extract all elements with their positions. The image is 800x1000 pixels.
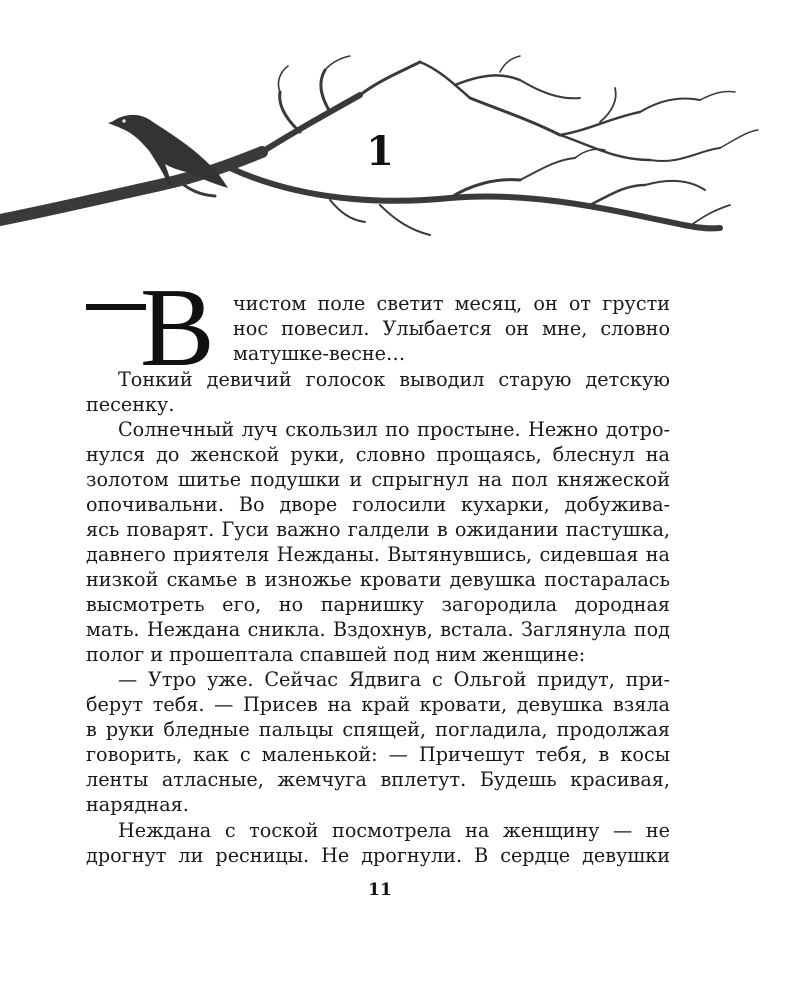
text-line: ясь поварят. Гуси важно галдели в ожидании пастушка, (86, 518, 670, 541)
text-line: высмотреть его, но парнишку загородила дородная (86, 593, 670, 616)
text-line: золотом шитье подушки и спрыгнул на пол княжеской (86, 468, 670, 491)
dropcap-letter: В (140, 266, 215, 390)
text-line: Неждана с тоской посмотрела на женщину — не (118, 819, 670, 842)
text-line: говорить, как с маленькой: — Причешут тебя, в косы (86, 743, 670, 766)
text-line: нос повесил. Улыбается он мне, словно (233, 317, 670, 340)
text-line: Солнечный луч скользил по простыне. Нежно дотро- (118, 418, 670, 441)
dropcap-dash (86, 302, 146, 312)
text-line: полог и прошептала спавшей под ним женщине: (86, 643, 586, 666)
text-line: чистом поле светит месяц, он от грусти (233, 292, 670, 315)
text-line: ленты атласные, жемчуга вплетут. Будешь красивая, (86, 768, 670, 791)
text-line: песенку. (86, 393, 175, 416)
text-line: дрогнут ли ресницы. Не дрогнули. В сердце девушки (86, 844, 670, 867)
text-line: низкой скамье в изножье кровати девушка постаралась (86, 568, 670, 591)
text-line: берут тебя. — Присев на край кровати, девушка взяла (86, 693, 670, 716)
text-line: в руки бледные пальцы спящей, погладила, продолжая (86, 718, 670, 741)
text-line: нарядная. (86, 793, 189, 816)
text-line: нулся до женской руки, словно прощаясь, блеснул на (86, 443, 670, 466)
page-number: 11 (368, 880, 392, 900)
text-line: — Утро уже. Сейчас Ядвига с Ольгой придут, при- (118, 668, 670, 691)
text-line: давнего приятеля Нежданы. Вытянувшись, сидевшая на (86, 543, 670, 566)
text-line: опочивальни. Во дворе голосили кухарки, добужива- (86, 493, 670, 516)
text-line: матушке-весне… (233, 342, 406, 365)
text-line: мать. Неждана сникла. Вздохнув, встала. Заглянула под (86, 618, 670, 641)
chapter-number: 1 (366, 128, 394, 175)
text-line: Тонкий девичий голосок выводил старую детскую (118, 368, 670, 391)
